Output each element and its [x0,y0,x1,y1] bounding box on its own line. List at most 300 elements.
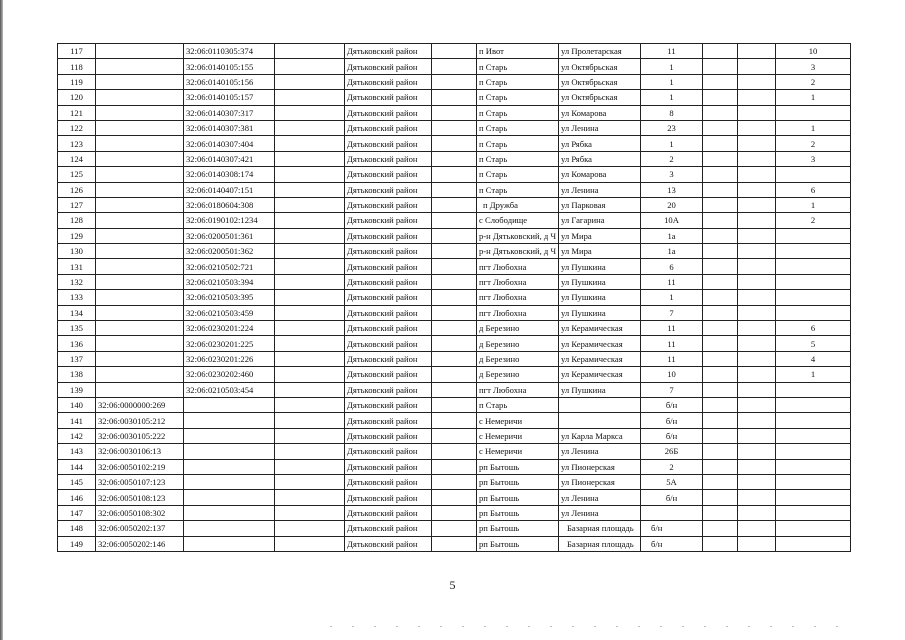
cadastral-number-cell [184,490,275,505]
cadastral-number-cell: 32:06:0190102:1234 [184,213,275,228]
empty-cell [703,167,738,182]
region-cell: Дятьковский район [345,474,432,489]
table-row [58,321,851,336]
empty-cell [738,536,776,551]
cadastral-number-cell [96,259,184,274]
cadastral-number-cell: 32:06:0140307:421 [184,151,275,166]
row-number-cell: 124 [58,151,96,166]
house-number-cell: 11 [641,274,703,289]
empty-cell [703,444,738,459]
empty-cell [432,259,477,274]
table-row [58,213,851,228]
street-cell: ул Ленина [559,120,641,135]
empty-cell [432,321,477,336]
cadastral-number-cell: 32:06:0180604:308 [184,197,275,212]
cadastral-number-cell [184,397,275,412]
empty-cell [738,397,776,412]
row-number-cell: 134 [58,305,96,320]
region-cell: Дятьковский район [345,505,432,520]
empty-cell [432,505,477,520]
table-row [58,444,851,459]
house-number-cell: б/н [641,413,703,428]
apartment-number-cell [776,167,851,182]
region-cell: Дятьковский район [345,367,432,382]
apartment-number-cell: 6 [776,182,851,197]
locality-cell: с Немеричи [477,444,559,459]
empty-cell [703,151,738,166]
empty-cell [275,336,345,351]
apartment-number-cell [776,413,851,428]
street-cell: ул Октябрьская [559,74,641,89]
table-row [58,536,851,551]
empty-cell [738,474,776,489]
empty-cell [703,428,738,443]
house-number-cell: б/н [641,397,703,412]
house-number-cell: 23 [641,120,703,135]
region-cell: Дятьковский район [345,213,432,228]
apartment-number-cell [776,444,851,459]
cadastral-number-cell [96,290,184,305]
row-number-cell: 122 [58,120,96,135]
empty-cell [703,505,738,520]
empty-cell [432,474,477,489]
region-cell: Дятьковский район [345,136,432,151]
cadastral-number-cell: 32:06:0140307:381 [184,120,275,135]
house-number-cell: 6 [641,259,703,274]
empty-cell [432,444,477,459]
house-number-cell: 10 [641,367,703,382]
row-number-cell: 145 [58,474,96,489]
property-registry-table [57,43,851,552]
house-number-cell: 1а [641,244,703,259]
street-cell: ул Пушкина [559,274,641,289]
empty-cell [432,120,477,135]
empty-cell [738,167,776,182]
cadastral-number-cell [184,413,275,428]
row-number-cell: 133 [58,290,96,305]
empty-cell [738,444,776,459]
cadastral-number-cell: 32:06:0230201:224 [184,321,275,336]
empty-cell [738,136,776,151]
empty-cell [703,459,738,474]
empty-cell [703,136,738,151]
cadastral-number-cell: 32:06:0140105:157 [184,90,275,105]
apartment-number-cell [776,505,851,520]
cadastral-number-cell: 32:06:0210503:459 [184,305,275,320]
house-number-cell: 11 [641,321,703,336]
cadastral-number-cell [96,120,184,135]
empty-cell [703,521,738,536]
house-number-cell: 1а [641,228,703,243]
table-row [58,274,851,289]
table-row [58,90,851,105]
cadastral-number-cell: 32:06:0050107:123 [96,474,184,489]
table-row [58,136,851,151]
street-cell: ул Пушкина [559,382,641,397]
empty-cell [703,244,738,259]
cadastral-number-cell [96,105,184,120]
apartment-number-cell: 2 [776,213,851,228]
apartment-number-cell: 4 [776,351,851,366]
empty-cell [432,90,477,105]
apartment-number-cell [776,397,851,412]
row-number-cell: 141 [58,413,96,428]
row-number-cell: 127 [58,197,96,212]
cadastral-number-cell: 32:06:0210502:721 [184,259,275,274]
cadastral-number-cell [96,274,184,289]
house-number-cell: 1 [641,90,703,105]
house-number-cell: 7 [641,382,703,397]
empty-cell [432,182,477,197]
empty-cell [432,459,477,474]
street-cell: ул Пушкина [559,290,641,305]
locality-cell: п Старь [477,74,559,89]
region-cell: Дятьковский район [345,197,432,212]
empty-cell [738,44,776,59]
empty-cell [275,474,345,489]
empty-cell [432,105,477,120]
apartment-number-cell [776,305,851,320]
table-row [58,351,851,366]
apartment-number-cell [776,228,851,243]
apartment-number-cell: 5 [776,336,851,351]
apartment-number-cell: 2 [776,74,851,89]
table-row [58,105,851,120]
cadastral-number-cell: 32:06:0200501:362 [184,244,275,259]
table-row [58,167,851,182]
region-cell: Дятьковский район [345,151,432,166]
empty-cell [432,351,477,366]
table-row [58,290,851,305]
row-number-cell: 135 [58,321,96,336]
empty-cell [275,120,345,135]
cadastral-number-cell [96,151,184,166]
empty-cell [275,459,345,474]
cadastral-number-cell: 32:06:0000000:269 [96,397,184,412]
table-row [58,474,851,489]
cadastral-number-cell [96,59,184,74]
house-number-cell: 11 [641,351,703,366]
street-cell: ул Ленина [559,444,641,459]
locality-cell: рп Бытошь [477,474,559,489]
row-number-cell: 117 [58,44,96,59]
cadastral-number-cell: 32:06:0200501:361 [184,228,275,243]
locality-cell: п Старь [477,105,559,120]
cadastral-number-cell: 32:06:0050202:146 [96,536,184,551]
table-row [58,336,851,351]
cadastral-number-cell: 32:06:0050202:137 [96,521,184,536]
cadastral-number-cell [96,244,184,259]
empty-cell [738,74,776,89]
house-number-cell: 2 [641,459,703,474]
cadastral-number-cell: 32:06:0110305:374 [184,44,275,59]
row-number-cell: 120 [58,90,96,105]
region-cell: Дятьковский район [345,397,432,412]
empty-cell [275,321,345,336]
row-number-cell: 129 [58,228,96,243]
street-cell: ул Гагарина [559,213,641,228]
empty-cell [275,74,345,89]
empty-cell [703,90,738,105]
cadastral-number-cell [96,336,184,351]
apartment-number-cell: 1 [776,90,851,105]
row-number-cell: 149 [58,536,96,551]
empty-cell [275,397,345,412]
region-cell: Дятьковский район [345,305,432,320]
apartment-number-cell [776,536,851,551]
empty-cell [703,213,738,228]
street-cell: ул Октябрьская [559,90,641,105]
empty-cell [275,244,345,259]
table-row [58,74,851,89]
empty-cell [703,536,738,551]
table-row [58,428,851,443]
empty-cell [738,228,776,243]
region-cell: Дятьковский район [345,521,432,536]
locality-cell: рп Бытошь [477,505,559,520]
cadastral-number-cell: 32:06:0140105:155 [184,59,275,74]
locality-cell: с Немеричи [477,413,559,428]
empty-cell [738,351,776,366]
empty-cell [703,336,738,351]
empty-cell [432,244,477,259]
cadastral-number-cell [184,444,275,459]
street-cell: ул Мира [559,228,641,243]
apartment-number-cell [776,459,851,474]
empty-cell [738,413,776,428]
house-number-cell: 10А [641,213,703,228]
street-cell: Базарная площадь [559,536,641,551]
table-row [58,490,851,505]
row-number-cell: 140 [58,397,96,412]
empty-cell [275,305,345,320]
empty-cell [738,197,776,212]
cadastral-number-cell: 32:06:0230202:460 [184,367,275,382]
empty-cell [432,521,477,536]
row-number-cell: 123 [58,136,96,151]
region-cell: Дятьковский район [345,490,432,505]
region-cell: Дятьковский район [345,536,432,551]
row-number-cell: 146 [58,490,96,505]
row-number-cell: 126 [58,182,96,197]
house-number-cell: б/н [641,536,703,551]
house-number-cell: 13 [641,182,703,197]
empty-cell [275,536,345,551]
table-row [58,367,851,382]
cadastral-number-cell [96,367,184,382]
empty-cell [275,505,345,520]
street-cell: ул Пушкина [559,305,641,320]
cadastral-number-cell: 32:06:0210503:454 [184,382,275,397]
house-number-cell: 7 [641,305,703,320]
locality-cell: п Старь [477,397,559,412]
empty-cell [738,182,776,197]
table-row [58,120,851,135]
empty-cell [703,367,738,382]
region-cell: Дятьковский район [345,244,432,259]
house-number-cell [641,505,703,520]
house-number-cell: 11 [641,336,703,351]
empty-cell [275,197,345,212]
empty-cell [703,197,738,212]
apartment-number-cell [776,490,851,505]
empty-cell [703,382,738,397]
region-cell: Дятьковский район [345,182,432,197]
empty-cell [738,59,776,74]
row-number-cell: 136 [58,336,96,351]
region-cell: Дятьковский район [345,351,432,366]
cadastral-number-cell: 32:06:0140307:317 [184,105,275,120]
cadastral-number-cell: 32:06:0050102:219 [96,459,184,474]
cadastral-number-cell [184,536,275,551]
house-number-cell: 2 [641,151,703,166]
empty-cell [738,459,776,474]
house-number-cell: б/н [641,428,703,443]
empty-cell [432,336,477,351]
empty-cell [275,428,345,443]
empty-cell [275,182,345,197]
street-cell: ул Мира [559,244,641,259]
locality-cell: п Дружба [477,197,559,212]
cadastral-number-cell: 32:06:0030106:13 [96,444,184,459]
cadastral-number-cell: 32:06:0030105:212 [96,413,184,428]
empty-cell [432,167,477,182]
empty-cell [738,367,776,382]
cadastral-number-cell [96,90,184,105]
locality-cell: пгт Любохна [477,305,559,320]
empty-cell [432,367,477,382]
empty-cell [432,228,477,243]
empty-cell [738,259,776,274]
apartment-number-cell [776,521,851,536]
empty-cell [703,413,738,428]
cadastral-number-cell [96,351,184,366]
empty-cell [275,59,345,74]
empty-cell [703,397,738,412]
row-number-cell: 143 [58,444,96,459]
scan-edge [0,0,3,640]
house-number-cell: 20 [641,197,703,212]
empty-cell [275,382,345,397]
empty-cell [738,305,776,320]
cadastral-number-cell [96,136,184,151]
house-number-cell: б/н [641,490,703,505]
empty-cell [275,490,345,505]
table-row [58,305,851,320]
region-cell: Дятьковский район [345,290,432,305]
house-number-cell: 26Б [641,444,703,459]
table-body [58,44,851,552]
empty-cell [432,290,477,305]
house-number-cell: 11 [641,44,703,59]
house-number-cell: 5А [641,474,703,489]
cadastral-number-cell: 32:06:0050108:302 [96,505,184,520]
empty-cell [275,228,345,243]
street-cell: ул Керамическая [559,336,641,351]
row-number-cell: 144 [58,459,96,474]
street-cell: ул Ленина [559,505,641,520]
empty-cell [738,213,776,228]
empty-cell [275,213,345,228]
locality-cell: пгт Любохна [477,259,559,274]
cadastral-number-cell [184,474,275,489]
empty-cell [738,151,776,166]
table-row [58,259,851,274]
empty-cell [738,382,776,397]
apartment-number-cell [776,274,851,289]
table-row [58,182,851,197]
empty-cell [738,105,776,120]
house-number-cell: 1 [641,59,703,74]
region-cell: Дятьковский район [345,167,432,182]
row-number-cell: 147 [58,505,96,520]
row-number-cell: 132 [58,274,96,289]
table-row [58,197,851,212]
empty-cell [738,244,776,259]
table-row [58,44,851,59]
empty-cell [275,274,345,289]
table-row [58,459,851,474]
empty-cell [432,428,477,443]
table-row [58,413,851,428]
empty-cell [432,136,477,151]
empty-cell [703,59,738,74]
table-row [58,228,851,243]
empty-cell [703,228,738,243]
cadastral-number-cell: 32:06:0210503:394 [184,274,275,289]
street-cell: ул Пионерская [559,459,641,474]
cadastral-number-cell: 32:06:0140308:174 [184,167,275,182]
region-cell: Дятьковский район [345,321,432,336]
empty-cell [275,351,345,366]
house-number-cell: 3 [641,167,703,182]
empty-cell [738,274,776,289]
cadastral-number-cell [96,44,184,59]
cadastral-number-cell [96,213,184,228]
house-number-cell: 1 [641,74,703,89]
street-cell: ул Керамическая [559,321,641,336]
region-cell: Дятьковский район [345,459,432,474]
region-cell: Дятьковский район [345,259,432,274]
cadastral-number-cell [96,182,184,197]
row-number-cell: 138 [58,367,96,382]
street-cell: ул Комарова [559,167,641,182]
cadastral-number-cell: 32:06:0140407:151 [184,182,275,197]
house-number-cell: б/н [641,521,703,536]
apartment-number-cell [776,259,851,274]
empty-cell [703,74,738,89]
empty-cell [275,44,345,59]
empty-cell [275,90,345,105]
row-number-cell: 137 [58,351,96,366]
empty-cell [703,290,738,305]
street-cell: ул Комарова [559,105,641,120]
empty-cell [703,120,738,135]
table-row [58,382,851,397]
table-row [58,59,851,74]
cadastral-number-cell: 32:06:0140105:156 [184,74,275,89]
empty-cell [738,505,776,520]
empty-cell [275,151,345,166]
empty-cell [432,305,477,320]
locality-cell: рп Бытошь [477,490,559,505]
apartment-number-cell [776,382,851,397]
empty-cell [432,59,477,74]
cadastral-number-cell [96,321,184,336]
street-cell: ул Ленина [559,490,641,505]
empty-cell [275,413,345,428]
row-number-cell: 119 [58,74,96,89]
